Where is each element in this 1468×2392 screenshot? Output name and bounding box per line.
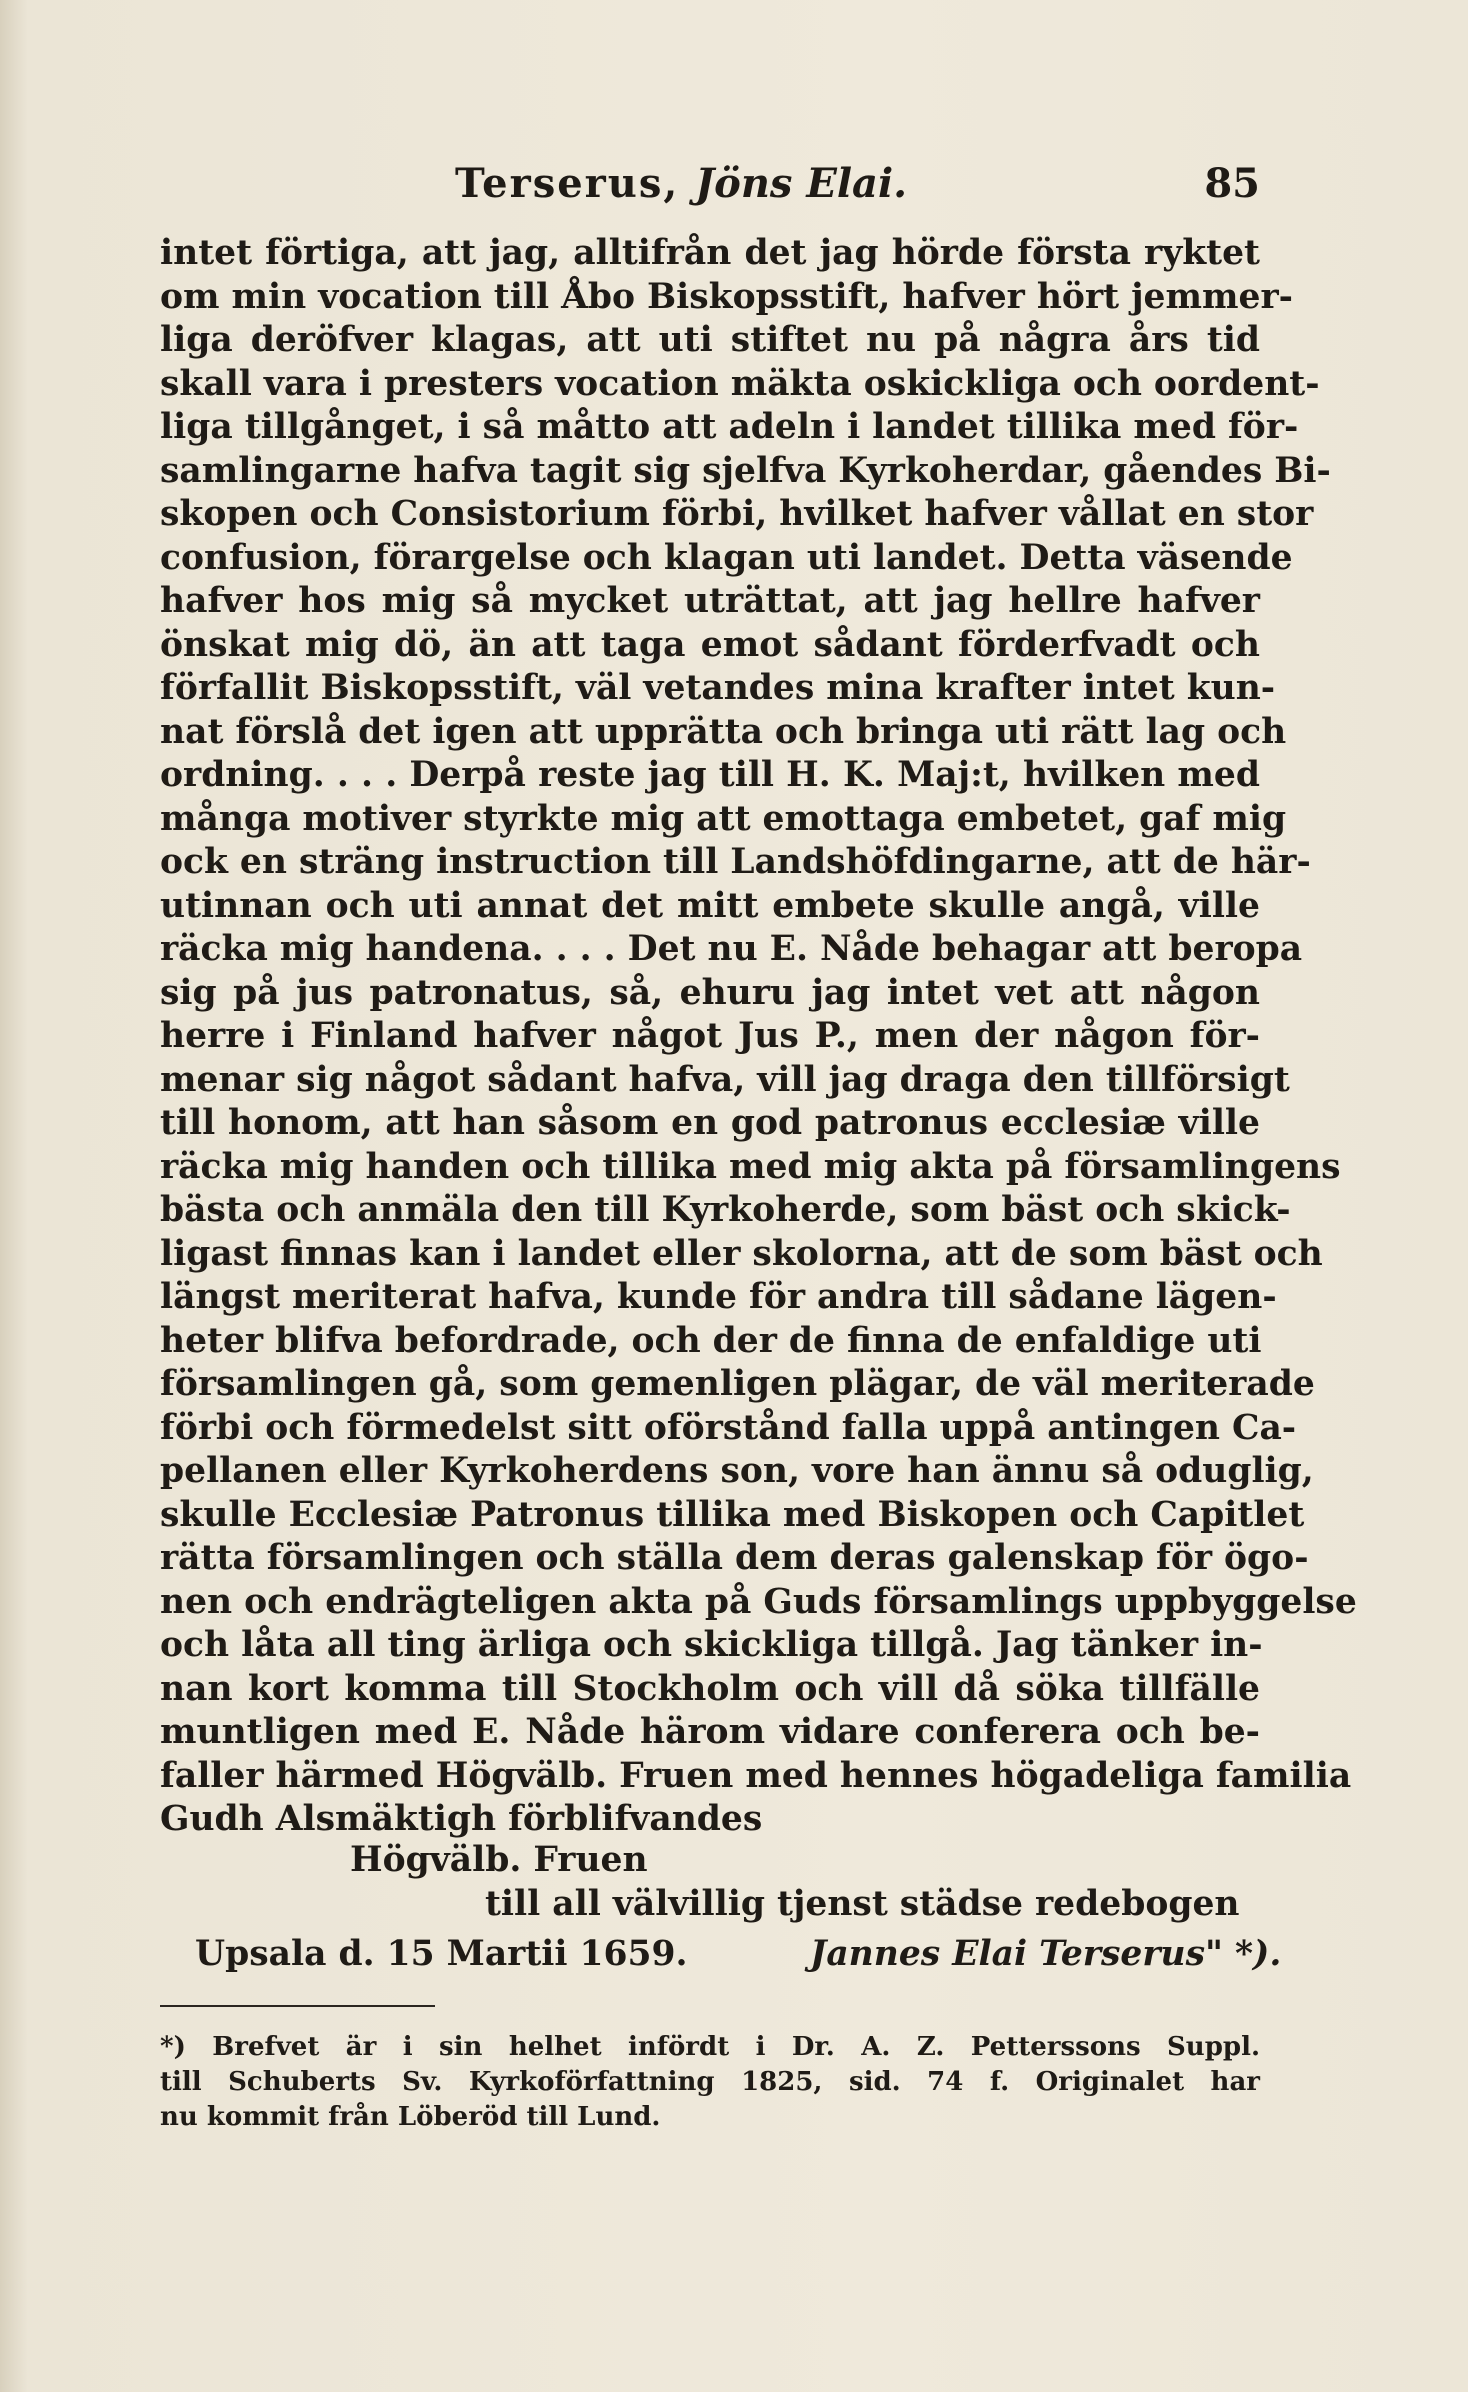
body-text-line: hafver hos mig så mycket uträttat, att jag hellre hafver [160,581,1260,621]
body-text-line: längst meriterat hafva, kunde för andra till sådane lägen- [160,1277,1277,1317]
body-text-line: skulle Ecclesiæ Patronus tillika med Biskopen och Capitlet [160,1494,1305,1535]
place-date: Upsala d. 15 Martii 1659. [195,1934,688,1974]
body-text-line: liga tillgånget, i så måtto att adeln i landet tillika med för- [160,407,1299,447]
body-text-line: heter blifva befordrade, och der de finna de enfaldige uti [160,1320,1262,1361]
body-text-line: räcka mig handena. . . . Det nu E. Nåde behagar att beropa [160,929,1303,969]
body-text-line: muntligen med E. Nåde härom vidare conferera och be- [160,1712,1260,1752]
salutation-line-2: till all välvillig tjenst städse redebogen [485,1884,1240,1924]
body-text-line: skall vara i presters vocation mäkta oskickliga och oordent- [160,363,1320,404]
salutation-line-1: Högvälb. Fruen [350,1840,648,1880]
body-text-line: herre i Finland hafver något Jus P., men der någon för- [160,1016,1260,1056]
running-head [455,160,907,207]
body-text-line: utinnan och uti annat det mitt embete skulle angå, ville [160,885,1260,926]
body-text-line: förfallit Biskopsstift, väl vetandes mina krafter intet kun- [160,668,1276,708]
body-text-line: ock en sträng instruction till Landshöfdingarne, att de här- [160,842,1311,882]
body-text-line: ordning. . . . Derpå reste jag till H. K. Maj:t, hvilken med [160,755,1260,795]
body-text-line: pellanen eller Kyrkoherdens son, vore han ännu så oduglig, [160,1451,1314,1491]
letter-body [160,232,1357,1842]
footnote [160,2030,1260,2135]
body-text-line: liga deröfver klagas, att uti stiftet nu på några års tid [160,320,1260,360]
body-text-line: ligast finnas kan i landet eller skolorna, att de som bäst och [160,1233,1323,1274]
running-head-italic: Jöns Elai. [695,160,908,207]
body-text-line: skopen och Consistorium förbi, hvilket hafver vållat en stor [160,494,1314,534]
footnote-line: nu kommit från Löberöd till Lund. [160,2102,661,2132]
body-text-line: confusion, förargelse och klagan uti landet. Detta väsende [160,537,1293,578]
body-text-line: Gudh Alsmäktigh förblifvandes [160,1799,763,1839]
body-text-line: faller härmed Högvälb. Fruen med hennes högadeliga familia [160,1755,1352,1796]
footnote-line: *) Brefvet är i sin helhet infördt i Dr. A. Z. Petterssons Suppl. [160,2032,1260,2062]
body-text-line: förbi och förmedelst sitt oförstånd falla uppå antingen Ca- [160,1407,1297,1448]
body-text-line: nen och endrägteligen akta på Guds församlings uppbyggelse [160,1581,1357,1622]
body-text-line: till honom, att han såsom en god patronus ecclesiæ ville [160,1103,1260,1143]
page-header [160,160,1260,220]
body-text-line: räcka mig handen och tillika med mig akta på församlingens [160,1146,1341,1187]
body-text-line: intet förtiga, att jag, alltifrån det jag hörde första ryktet [160,233,1260,273]
body-text-line: nat förslå det igen att upprätta och bringa uti rätt lag och [160,711,1287,752]
body-text-line: önskat mig dö, än att taga emot sådant förderfvadt och [160,624,1260,665]
body-text-line: om min vocation till Åbo Biskopsstift, hafver hört jemmer- [160,276,1293,317]
page-number: 85 [1204,160,1260,207]
body-text-line: samlingarne hafva tagit sig sjelfva Kyrkoherdar, gåendes Bi- [160,450,1331,491]
running-head-name: Terserus, [455,160,680,207]
body-text-line: många motiver styrkte mig att emottaga embetet, gaf mig [160,798,1287,839]
body-text-line: rätta församlingen och ställa dem deras galenskap för ögo- [160,1538,1309,1578]
signature: Jannes Elai Terserus" *). [810,1934,1282,1974]
footnote-divider [160,2005,435,2007]
body-text-line: sig på jus patronatus, så, ehuru jag intet vet att någon [160,972,1260,1013]
body-text-line: och låta all ting ärliga och skickliga tillgå. Jag tänker in- [160,1625,1263,1665]
body-text-line: nan kort komma till Stockholm och vill då söka tillfälle [160,1668,1260,1709]
footnote-line: till Schuberts Sv. Kyrkoförfattning 1825, sid. 74 f. Originalet har [160,2067,1260,2097]
body-text-line: bästa och anmäla den till Kyrkoherde, som bäst och skick- [160,1190,1291,1230]
body-text-line: menar sig något sådant hafva, vill jag draga den tillförsigt [160,1059,1290,1100]
body-text-line: församlingen gå, som gemenligen plägar, de väl meriterade [160,1364,1315,1404]
